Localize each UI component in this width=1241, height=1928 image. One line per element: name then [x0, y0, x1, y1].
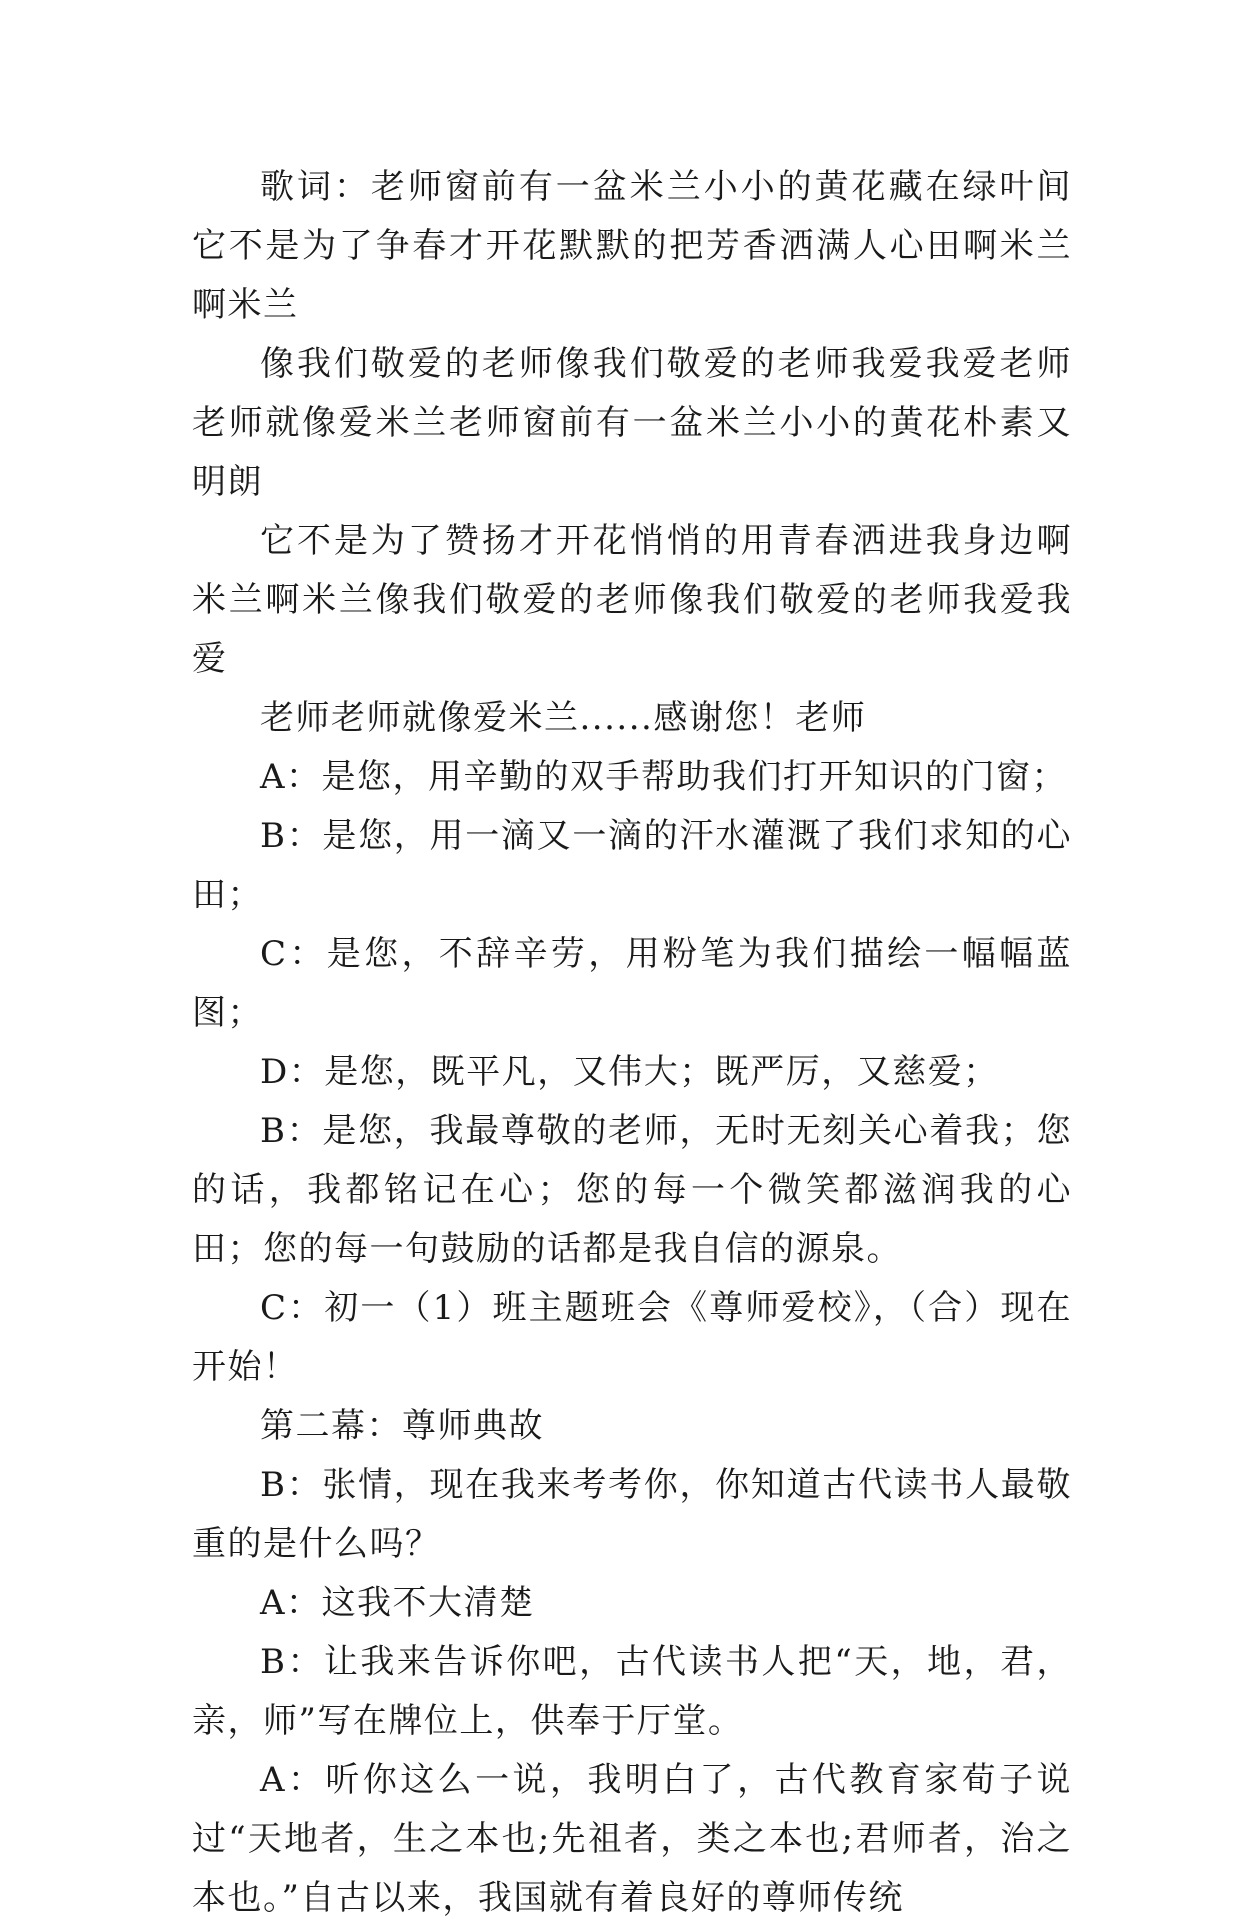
lyrics-paragraph-2: 像我们敬爱的老师像我们敬爱的老师我爱我爱老师老师就像爱米兰老师窗前有一盆米兰小小的黄花朴素又明朗: [192, 344, 1072, 502]
lyrics-paragraph-1: 歌词：老师窗前有一盆米兰小小的黄花藏在绿叶间它不是为了争春才开花默默的把芳香洒满人心田啊米兰啊米兰: [192, 167, 1072, 325]
dialogue-line-b-4: B：让我来告诉你吧，古代读书人把“天，地，君，亲，师”写在牌位上，供奉于厅堂。: [192, 1642, 1072, 1741]
document-body: [192, 158, 1072, 1928]
section-heading: 第二幕：尊师典故: [260, 1406, 544, 1446]
lyrics-paragraph-3: 它不是为了赞扬才开花悄悄的用青春洒进我身边啊米兰啊米兰像我们敬爱的老师像我们敬爱的老师我爱我爱: [192, 521, 1072, 679]
dialogue-line-a-1: A：是您，用辛勤的双手帮助我们打开知识的门窗；: [260, 757, 1068, 797]
dialogue-line-b-1: B：是您，用一滴又一滴的汗水灌溉了我们求知的心田；: [192, 816, 1072, 915]
dialogue-line-a-3: A：听你这么一说，我明白了，古代教育家荀子说过“天地者，生之本也;先祖者，类之本也;君师者，治之本也。”自古以来，我国就有着良好的尊师传统: [192, 1760, 1072, 1918]
dialogue-line-b-3: B：张情，现在我来考考你，你知道古代读书人最敬重的是什么吗？: [192, 1465, 1072, 1564]
dialogue-line-a-2: A：这我不大清楚: [260, 1583, 535, 1623]
dialogue-line-b-2: B：是您，我最尊敬的老师，无时无刻关心着我；您的话，我都铭记在心；您的每一个微笑都滋润我的心田；您的每一句鼓励的话都是我自信的源泉。: [192, 1111, 1072, 1269]
dialogue-line-c-1: C：是您，不辞辛劳，用粉笔为我们描绘一幅幅蓝图；: [192, 934, 1072, 1033]
dialogue-line-d-1: D：是您，既平凡，又伟大；既严厉，又慈爱；: [260, 1052, 999, 1092]
dialogue-line-c-2: C：初一（1）班主题班会《尊师爱校》，（合）现在开始！: [192, 1288, 1072, 1387]
lyrics-paragraph-4: 老师老师就像爱米兰......感谢您！老师: [260, 698, 867, 738]
